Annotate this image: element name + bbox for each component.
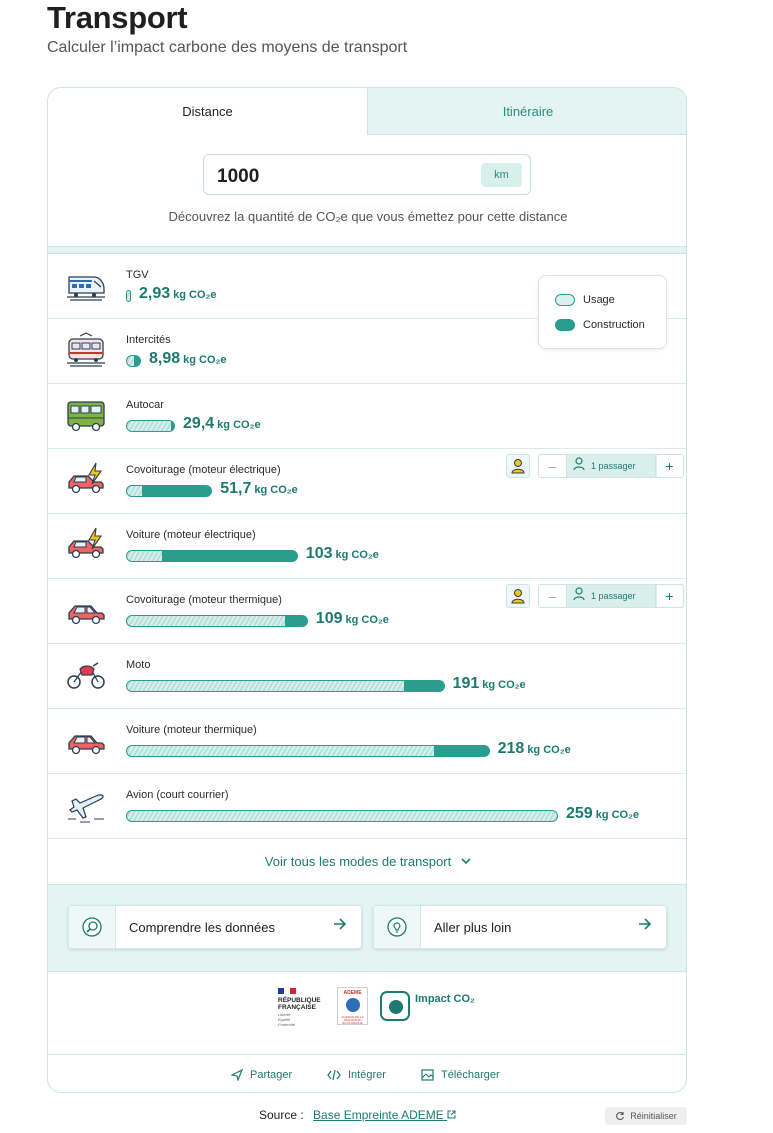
transport-row [48, 774, 687, 839]
decrease-passenger-button[interactable]: – [539, 455, 567, 477]
electric-car-icon [66, 527, 106, 565]
electric-car-icon [66, 462, 106, 500]
distance-hint: Découvrez la quantité de CO₂e que vous émettez pour cette distance [168, 209, 568, 224]
emission-number: 8,98 [148, 350, 181, 367]
driver-avatar-icon [506, 454, 530, 478]
passenger-count [567, 585, 657, 607]
emission-unit: kg CO₂e [482, 679, 526, 691]
source-link-label: Base Empreinte ADEME [313, 1108, 444, 1122]
transport-row [48, 514, 687, 579]
ademe-text: ADEME [343, 990, 362, 996]
actions-band [48, 885, 687, 972]
construction-bar-segment [126, 420, 175, 432]
understand-data-label: Comprendre les données [129, 920, 275, 935]
emission-unit: kg CO₂e [183, 354, 227, 366]
transport-row [48, 709, 687, 774]
page-title: Transport [47, 0, 188, 35]
plane-icon [66, 787, 106, 825]
tab-distance[interactable]: Distance [48, 88, 368, 135]
emission-bar [126, 290, 131, 302]
car-icon [66, 722, 106, 760]
emission-unit: kg CO₂e [254, 484, 298, 496]
french-flag-icon [278, 988, 296, 994]
globe-icon [346, 998, 360, 1012]
emission-bar [126, 810, 558, 822]
emission-number: 218 [497, 740, 525, 757]
transport-row [48, 644, 687, 709]
transport-label: TGV [126, 269, 149, 281]
emission-bar [126, 420, 175, 432]
passenger-count-label: 1 passager [591, 461, 636, 471]
download-link[interactable] [421, 1069, 500, 1081]
person-icon [573, 587, 585, 606]
construction-bar-segment [126, 485, 212, 497]
lightbulb-icon [374, 906, 421, 948]
usage-bar-segment [127, 486, 142, 496]
arrow-right-icon [638, 917, 652, 935]
page-subtitle: Calculer l’impact carbone des moyens de transport [47, 39, 408, 56]
legend-construction-label: Construction [583, 319, 645, 331]
usage-bar-segment [127, 746, 434, 756]
download-label: Télécharger [441, 1069, 500, 1081]
emission-bar [126, 615, 308, 627]
image-icon [421, 1069, 434, 1081]
section-divider [48, 246, 687, 254]
emission-value [316, 610, 389, 628]
construction-bar-segment [126, 810, 558, 822]
emission-value [183, 415, 261, 433]
emission-unit: kg CO₂e [527, 744, 571, 756]
transport-row [48, 579, 687, 644]
emission-bar [126, 550, 298, 562]
increase-passenger-button[interactable]: + [655, 455, 683, 477]
source-link[interactable] [313, 1108, 456, 1122]
construction-bar-segment [126, 355, 141, 367]
emission-unit: kg CO₂e [345, 614, 389, 626]
transport-row [48, 384, 687, 449]
construction-bar-segment [126, 745, 490, 757]
emission-unit: kg CO₂e [335, 549, 379, 561]
mode-tabs [48, 88, 687, 135]
tab-itinerary[interactable]: Itinéraire [368, 88, 687, 135]
embed-label: Intégrer [348, 1069, 386, 1081]
construction-bar-segment [126, 550, 298, 562]
transport-label: Avion (court courrier) [126, 789, 229, 801]
source-label: Source : [259, 1108, 304, 1122]
emission-unit: kg CO₂e [173, 289, 217, 301]
transport-label: Voiture (moteur électrique) [126, 529, 256, 541]
emission-number: 29,4 [183, 415, 215, 432]
chevron-down-icon [461, 856, 471, 868]
motorbike-icon [66, 657, 106, 695]
see-all-label: Voir tous les modes de transport [264, 854, 452, 869]
go-further-label: Aller plus loin [434, 920, 512, 935]
legend-usage-label: Usage [583, 294, 615, 306]
transport-label: Autocar [126, 399, 164, 411]
transport-label: Voiture (moteur thermique) [126, 724, 257, 736]
transport-simulator-card [47, 87, 687, 1093]
usage-bar-segment [127, 551, 162, 561]
emission-bar [126, 745, 490, 757]
ademe-logo [337, 987, 368, 1025]
republique-motto: Liberté Égalité Fraternité [278, 1012, 296, 1027]
emission-value [306, 545, 379, 563]
send-icon [231, 1069, 243, 1081]
person-icon [573, 457, 585, 476]
unit-badge: km [481, 163, 522, 187]
passenger-count-label: 1 passager [591, 591, 636, 601]
emission-number: 259 [566, 805, 593, 822]
decrease-passenger-button[interactable]: – [539, 585, 567, 607]
magnifier-icon [69, 906, 116, 948]
emission-unit: kg CO₂e [595, 809, 640, 821]
arrow-right-icon [333, 917, 347, 935]
legend-usage [555, 294, 615, 306]
usage-bar-segment [127, 681, 404, 691]
construction-bar-segment [126, 290, 131, 302]
construction-bar-segment [126, 680, 445, 692]
transport-label: Covoiturage (moteur thermique) [126, 594, 282, 606]
share-link[interactable] [231, 1069, 292, 1081]
share-label: Partager [250, 1069, 293, 1081]
emission-number: 103 [305, 545, 333, 562]
usage-swatch [555, 294, 575, 306]
understand-data-button[interactable] [68, 905, 362, 949]
emission-value [220, 480, 298, 498]
distance-value[interactable]: 1000 [217, 166, 260, 187]
chart-legend [538, 275, 667, 349]
passenger-stepper [538, 454, 684, 478]
go-further-button[interactable] [373, 905, 667, 949]
passenger-count [567, 455, 657, 477]
emission-unit: kg CO₂e [217, 419, 261, 431]
reset-label: Réinitialiser [630, 1111, 677, 1121]
emission-bar [126, 355, 141, 367]
emission-number: 2,93 [139, 285, 171, 302]
embed-link[interactable] [327, 1069, 386, 1081]
emission-value [149, 350, 227, 368]
emission-number: 51,7 [220, 480, 252, 497]
distance-input[interactable] [203, 154, 531, 195]
emission-bar [126, 680, 445, 692]
driver-avatar-icon [506, 584, 530, 608]
transport-label: Intercités [126, 334, 171, 346]
construction-bar-segment [126, 615, 308, 627]
emission-value [139, 285, 217, 303]
usage-bar-segment [127, 811, 557, 821]
usage-bar-segment [127, 616, 285, 626]
usage-bar-segment [127, 421, 171, 431]
legend-construction [555, 319, 645, 331]
construction-swatch [555, 319, 575, 331]
intercity-train-icon [66, 332, 106, 370]
impact-co2-logo-icon [380, 991, 410, 1021]
refresh-icon [615, 1111, 625, 1121]
transport-label: Covoiturage (moteur électrique) [126, 464, 281, 476]
car-icon [66, 592, 106, 630]
source-line [259, 1108, 456, 1122]
external-link-icon [447, 1110, 456, 1119]
emission-number: 109 [315, 610, 343, 627]
transport-label: Moto [126, 659, 151, 671]
code-icon [327, 1069, 341, 1081]
increase-passenger-button[interactable]: + [655, 585, 683, 607]
usage-bar-segment [127, 356, 134, 366]
transport-row [48, 449, 687, 514]
emission-bar [126, 485, 212, 497]
bus-icon [66, 397, 106, 435]
train-icon [66, 267, 106, 305]
republique-text: RÉPUBLIQUE FRANÇAISE [278, 997, 321, 1011]
emission-value [566, 805, 639, 823]
passenger-stepper [538, 584, 684, 608]
usage-bar-segment [127, 291, 130, 301]
reset-button[interactable] [605, 1107, 687, 1125]
emission-value [453, 675, 526, 693]
impact-co2-text: Impact CO₂ [415, 993, 475, 1005]
emission-number: 191 [452, 675, 480, 692]
footer-links [48, 1054, 687, 1093]
see-all-transport-button[interactable] [48, 839, 687, 885]
emission-value [498, 740, 571, 758]
ademe-subtext: AGENCE DE LA TRANSITION ÉCOLOGIQUE [341, 1015, 364, 1025]
